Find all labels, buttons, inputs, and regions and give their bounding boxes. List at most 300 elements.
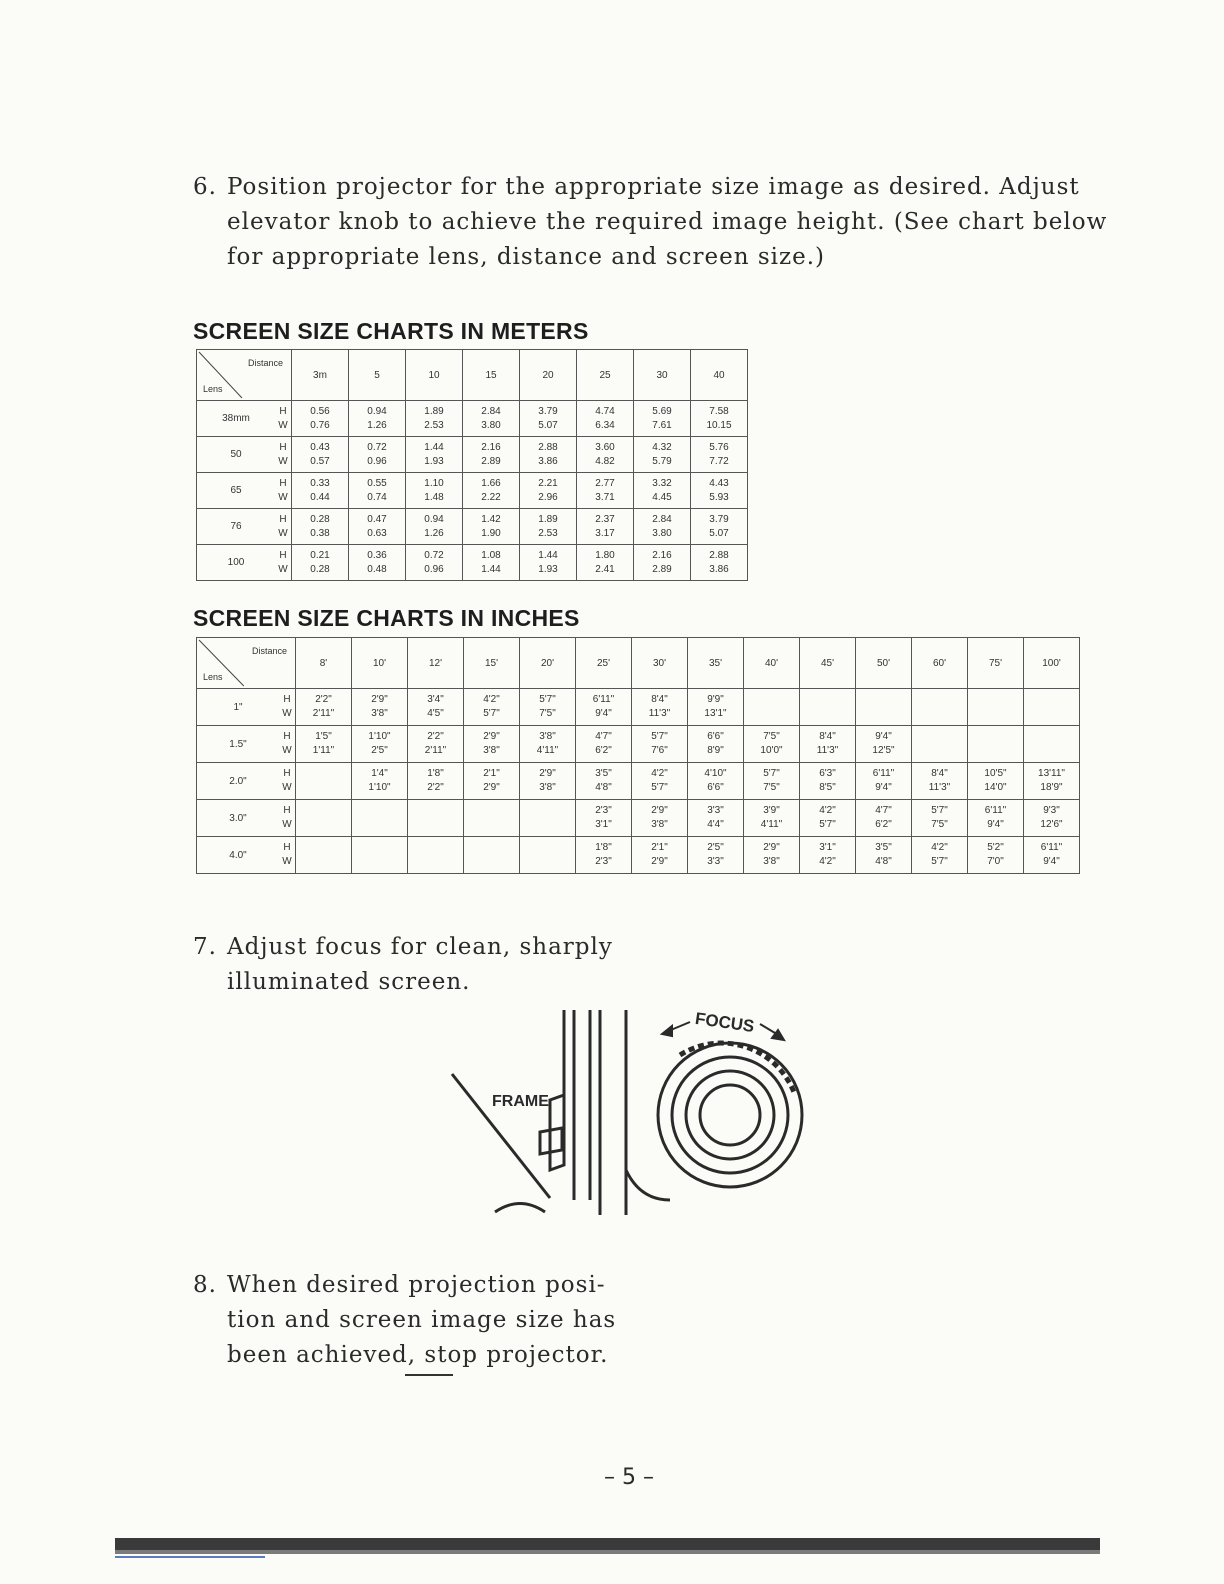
table-cell: [968, 726, 1024, 763]
width-value: 3.86: [709, 563, 729, 575]
height-value: 5'7": [651, 731, 668, 742]
width-value: 14'0": [984, 782, 1007, 793]
height-value: 0.33: [310, 477, 330, 489]
width-value: 5'7": [483, 708, 500, 719]
width-value: 4'8": [875, 856, 892, 867]
table-cell: [856, 800, 912, 837]
table-cell: [968, 763, 1024, 800]
table-cell: [349, 473, 406, 509]
step-7: [193, 930, 613, 1000]
table-cell: [520, 473, 577, 509]
width-value: 10.15: [706, 419, 732, 431]
table-cell: [352, 763, 408, 800]
width-value: 1'11": [312, 745, 335, 756]
height-value: 0.21: [310, 549, 330, 561]
width-value: 2'2": [427, 782, 444, 793]
w-label: W: [282, 782, 292, 793]
width-value: 3'8": [763, 856, 780, 867]
table-cell: [464, 726, 520, 763]
table-cell: [800, 689, 856, 726]
table-cell: [520, 726, 576, 763]
distance-header: 45': [800, 638, 856, 689]
table-cell: [349, 437, 406, 473]
width-value: 6'6": [707, 782, 724, 793]
distance-header: 20: [520, 350, 577, 401]
height-value: 4.74: [595, 405, 615, 417]
table-cell: [520, 763, 576, 800]
table-cell: [688, 689, 744, 726]
width-value: 1.93: [424, 455, 444, 467]
hw-labels: [279, 800, 296, 837]
height-value: 2.77: [595, 477, 615, 489]
height-value: 0.94: [367, 405, 387, 417]
width-value: 9'4": [595, 708, 612, 719]
table-cell: [520, 800, 576, 837]
height-value: 3.32: [652, 477, 672, 489]
table-cell: [744, 837, 800, 874]
table-cell: [464, 763, 520, 800]
table-cell: [800, 837, 856, 874]
height-value: 3'9": [763, 805, 780, 816]
table-cell: [576, 726, 632, 763]
height-value: 2'3": [595, 805, 612, 816]
height-value: 5.76: [709, 441, 729, 453]
hw-labels: [275, 473, 292, 509]
width-value: 5.07: [538, 419, 558, 431]
height-value: 2.84: [481, 405, 501, 417]
width-value: 3'8": [539, 782, 556, 793]
hw-labels: [279, 837, 296, 874]
width-value: 2'9": [483, 782, 500, 793]
table-cell: [463, 545, 520, 581]
height-value: 3.60: [595, 441, 615, 453]
table-cell: [632, 800, 688, 837]
width-value: 1.26: [424, 527, 444, 539]
table-cell: [292, 509, 349, 545]
meters-chart-title: SCREEN SIZE CHARTS IN METERS: [193, 318, 589, 344]
table-cell: [406, 545, 463, 581]
table-row: [197, 545, 748, 581]
width-value: 0.74: [367, 491, 387, 503]
table-row: [197, 401, 748, 437]
width-value: 2.89: [481, 455, 501, 467]
width-value: 9'4": [1043, 856, 1060, 867]
height-value: 2.16: [652, 549, 672, 561]
table-cell: [292, 437, 349, 473]
height-value: 4'7": [595, 731, 612, 742]
table-cell: [352, 800, 408, 837]
height-value: 6'11": [1040, 842, 1063, 853]
distance-header: 5: [349, 350, 406, 401]
distance-header: 10: [406, 350, 463, 401]
table-cell: [296, 726, 352, 763]
corner-lens-label: Lens: [203, 672, 223, 682]
table-cell: [691, 437, 748, 473]
table-cell: [408, 726, 464, 763]
table-cell: [634, 437, 691, 473]
width-value: 4'8": [595, 782, 612, 793]
distance-header: 30: [634, 350, 691, 401]
width-value: 5'7": [819, 819, 836, 830]
width-value: 0.76: [310, 419, 330, 431]
width-value: 3'8": [483, 745, 500, 756]
height-value: 5'7": [539, 694, 556, 705]
step-7-line-2: illuminated screen.: [227, 969, 471, 995]
lens-label: 38mm: [197, 401, 276, 437]
lens-label: 2.0": [197, 763, 280, 800]
height-value: 6'6": [707, 731, 724, 742]
table-cell: [856, 689, 912, 726]
width-value: 2'11": [312, 708, 335, 719]
height-value: 5'7": [931, 805, 948, 816]
focus-label: FOCUS: [693, 1008, 756, 1037]
inches-chart-corner: [197, 638, 296, 689]
step-6-number: 6.: [193, 174, 217, 200]
distance-header: 8': [296, 638, 352, 689]
table-cell: [576, 763, 632, 800]
distance-header: 100': [1024, 638, 1080, 689]
height-value: 1'4": [371, 768, 388, 779]
height-value: 0.47: [367, 513, 387, 525]
table-cell: [352, 689, 408, 726]
table-cell: [912, 837, 968, 874]
height-value: 3'3": [707, 805, 724, 816]
h-label: H: [279, 405, 287, 417]
height-value: 2'9": [763, 842, 780, 853]
focus-knob-illustration: [440, 1000, 820, 1224]
table-cell: [634, 401, 691, 437]
distance-header: 60': [912, 638, 968, 689]
height-value: 2.88: [709, 549, 729, 561]
table-cell: [520, 689, 576, 726]
table-cell: [577, 545, 634, 581]
distance-header: 50': [856, 638, 912, 689]
height-value: 0.72: [367, 441, 387, 453]
height-value: 1.66: [481, 477, 501, 489]
width-value: 7.61: [652, 419, 672, 431]
h-label: H: [279, 549, 287, 561]
height-value: 3.79: [538, 405, 558, 417]
width-value: 2'9": [651, 856, 668, 867]
table-cell: [744, 763, 800, 800]
height-value: 6'11": [984, 805, 1007, 816]
width-value: 3.80: [652, 527, 672, 539]
width-value: 8'5": [819, 782, 836, 793]
h-label: H: [283, 842, 291, 853]
table-cell: [349, 401, 406, 437]
table-cell: [520, 401, 577, 437]
table-row: [197, 509, 748, 545]
table-cell: [691, 401, 748, 437]
width-value: 5.07: [709, 527, 729, 539]
width-value: 13'1": [704, 708, 727, 719]
width-value: 7'5": [931, 819, 948, 830]
inches-chart-title: SCREEN SIZE CHARTS IN INCHES: [193, 605, 580, 631]
width-value: 2'3": [595, 856, 612, 867]
table-cell: [744, 726, 800, 763]
height-value: 2'1": [483, 768, 500, 779]
step-8: [193, 1268, 616, 1373]
corner-distance-label: Distance: [247, 358, 283, 368]
distance-header: 3m: [292, 350, 349, 401]
height-value: 8'4": [651, 694, 668, 705]
table-cell: [912, 763, 968, 800]
width-value: 3'3": [707, 856, 724, 867]
width-value: 1.48: [424, 491, 444, 503]
table-cell: [349, 545, 406, 581]
table-cell: [464, 837, 520, 874]
table-cell: [296, 763, 352, 800]
width-value: 3'1": [595, 819, 612, 830]
table-cell: [688, 837, 744, 874]
width-value: 11'3": [928, 782, 951, 793]
height-value: 4'7": [875, 805, 892, 816]
width-value: 1.90: [481, 527, 501, 539]
height-value: 3'5": [595, 768, 612, 779]
step-7-line-1: Adjust focus for clean, sharply: [227, 934, 613, 960]
table-cell: [1024, 837, 1080, 874]
width-value: 6'2": [595, 745, 612, 756]
height-value: 4'2": [931, 842, 948, 853]
table-cell: [912, 726, 968, 763]
height-value: 2'2": [427, 731, 444, 742]
table-cell: [912, 689, 968, 726]
h-label: H: [279, 477, 287, 489]
inches-chart-table: [196, 637, 1080, 874]
height-value: 5.69: [652, 405, 672, 417]
width-value: 0.63: [367, 527, 387, 539]
height-value: 4.43: [709, 477, 729, 489]
width-value: 4'5": [427, 708, 444, 719]
width-value: 10'0": [760, 745, 783, 756]
table-cell: [408, 689, 464, 726]
w-label: W: [278, 491, 288, 503]
table-cell: [632, 726, 688, 763]
table-row: [197, 689, 1080, 726]
width-value: 5.93: [709, 491, 729, 503]
lens-label: 1": [197, 689, 280, 726]
table-cell: [464, 800, 520, 837]
lens-label: 65: [197, 473, 276, 509]
w-label: W: [282, 708, 292, 719]
width-value: 4.45: [652, 491, 672, 503]
lens-label: 4.0": [197, 837, 280, 874]
height-value: 6'11": [872, 768, 895, 779]
lens-label: 3.0": [197, 800, 280, 837]
height-value: 1.08: [481, 549, 501, 561]
width-value: 3.80: [481, 419, 501, 431]
table-cell: [912, 800, 968, 837]
table-cell: [800, 800, 856, 837]
table-cell: [577, 401, 634, 437]
height-value: 3'8": [539, 731, 556, 742]
step-8-line-3: been achieved, stop projector.: [227, 1342, 609, 1368]
table-cell: [520, 509, 577, 545]
width-value: 1.26: [367, 419, 387, 431]
width-value: 4.82: [595, 455, 615, 467]
distance-header: 75': [968, 638, 1024, 689]
h-label: H: [283, 694, 291, 705]
width-value: 4'2": [819, 856, 836, 867]
width-value: 7'5": [763, 782, 780, 793]
table-cell: [296, 689, 352, 726]
table-cell: [856, 837, 912, 874]
table-row: [197, 437, 748, 473]
height-value: 2'1": [651, 842, 668, 853]
table-cell: [292, 473, 349, 509]
table-cell: [463, 401, 520, 437]
distance-header: 15: [463, 350, 520, 401]
h-label: H: [283, 805, 291, 816]
table-cell: [1024, 800, 1080, 837]
stop-underline: [405, 1374, 453, 1376]
height-value: 0.55: [367, 477, 387, 489]
table-cell: [408, 763, 464, 800]
table-cell: [520, 437, 577, 473]
w-label: W: [282, 745, 292, 756]
step-8-number: 8.: [193, 1272, 217, 1298]
corner-lens-label: Lens: [203, 384, 223, 394]
width-value: 0.96: [367, 455, 387, 467]
height-value: 4.32: [652, 441, 672, 453]
table-cell: [688, 800, 744, 837]
height-value: 3.79: [709, 513, 729, 525]
height-value: 2.21: [538, 477, 558, 489]
distance-header: 30': [632, 638, 688, 689]
table-cell: [576, 689, 632, 726]
height-value: 2.84: [652, 513, 672, 525]
width-value: 7.72: [709, 455, 729, 467]
height-value: 3'1": [819, 842, 836, 853]
width-value: 4'4": [707, 819, 724, 830]
table-cell: [352, 726, 408, 763]
height-value: 3'4": [427, 694, 444, 705]
table-cell: [296, 800, 352, 837]
height-value: 4'2": [651, 768, 668, 779]
distance-header: 35': [688, 638, 744, 689]
h-label: H: [283, 731, 291, 742]
table-cell: [520, 545, 577, 581]
step-7-number: 7.: [193, 934, 217, 960]
height-value: 2.37: [595, 513, 615, 525]
width-value: 4'11": [536, 745, 559, 756]
width-value: 1.44: [481, 563, 501, 575]
table-cell: [856, 763, 912, 800]
height-value: 4'2": [819, 805, 836, 816]
hw-labels: [279, 763, 296, 800]
height-value: 8'4": [931, 768, 948, 779]
height-value: 6'11": [592, 694, 615, 705]
height-value: 0.43: [310, 441, 330, 453]
table-cell: [576, 837, 632, 874]
width-value: 6'2": [875, 819, 892, 830]
width-value: 3.71: [595, 491, 615, 503]
width-value: 2.89: [652, 563, 672, 575]
width-value: 11'3": [816, 745, 839, 756]
table-cell: [577, 437, 634, 473]
page-number: – 5 –: [604, 1465, 654, 1490]
height-value: 2'9": [483, 731, 500, 742]
height-value: 6'3": [819, 768, 836, 779]
width-value: 11'3": [648, 708, 671, 719]
table-cell: [744, 800, 800, 837]
step-6-line-3: for appropriate lens, distance and screen size.): [227, 244, 826, 270]
width-value: 0.38: [310, 527, 330, 539]
table-cell: [632, 837, 688, 874]
table-cell: [463, 473, 520, 509]
table-cell: [406, 509, 463, 545]
height-value: 2'5": [707, 842, 724, 853]
table-cell: [577, 509, 634, 545]
table-cell: [691, 473, 748, 509]
width-value: 0.48: [367, 563, 387, 575]
table-cell: [800, 763, 856, 800]
width-value: 2'5": [371, 745, 388, 756]
corner-distance-label: Distance: [251, 646, 287, 656]
height-value: 0.28: [310, 513, 330, 525]
height-value: 8'4": [819, 731, 836, 742]
width-value: 5'7": [931, 856, 948, 867]
distance-header: 10': [352, 638, 408, 689]
height-value: 5'7": [763, 768, 780, 779]
table-cell: [691, 509, 748, 545]
h-label: H: [283, 768, 291, 779]
table-cell: [296, 837, 352, 874]
table-cell: [292, 401, 349, 437]
height-value: 1.10: [424, 477, 444, 489]
height-value: 0.94: [424, 513, 444, 525]
table-cell: [634, 545, 691, 581]
table-cell: [856, 726, 912, 763]
width-value: 12'6": [1040, 819, 1063, 830]
width-value: 0.44: [310, 491, 330, 503]
table-cell: [520, 837, 576, 874]
table-cell: [1024, 689, 1080, 726]
table-row: [197, 763, 1080, 800]
table-cell: [634, 509, 691, 545]
step-6: [193, 170, 1107, 275]
hw-labels: [275, 401, 292, 437]
table-cell: [349, 509, 406, 545]
table-cell: [292, 545, 349, 581]
width-value: 3'8": [371, 708, 388, 719]
height-value: 2'9": [539, 768, 556, 779]
table-row: [197, 473, 748, 509]
height-value: 9'3": [1043, 805, 1060, 816]
width-value: 5.79: [652, 455, 672, 467]
height-value: 1'8": [595, 842, 612, 853]
lens-label: 1.5": [197, 726, 280, 763]
table-cell: [632, 689, 688, 726]
distance-header: 15': [464, 638, 520, 689]
step-8-line-2: tion and screen image size has: [227, 1307, 617, 1333]
lens-label: 50: [197, 437, 276, 473]
step-6-line-1: Position projector for the appropriate size image as desired. Adjust: [227, 174, 1080, 200]
height-value: 1.42: [481, 513, 501, 525]
width-value: 9'4": [987, 819, 1004, 830]
table-cell: [968, 837, 1024, 874]
hw-labels: [275, 545, 292, 581]
distance-header: 40: [691, 350, 748, 401]
width-value: 3'8": [651, 819, 668, 830]
width-value: 2.41: [595, 563, 615, 575]
table-cell: [352, 837, 408, 874]
table-cell: [634, 473, 691, 509]
step-6-line-2: elevator knob to achieve the required image height. (See chart below: [227, 209, 1108, 235]
width-value: 6.34: [595, 419, 615, 431]
table-cell: [688, 763, 744, 800]
frame-label: FRAME: [492, 1093, 549, 1110]
